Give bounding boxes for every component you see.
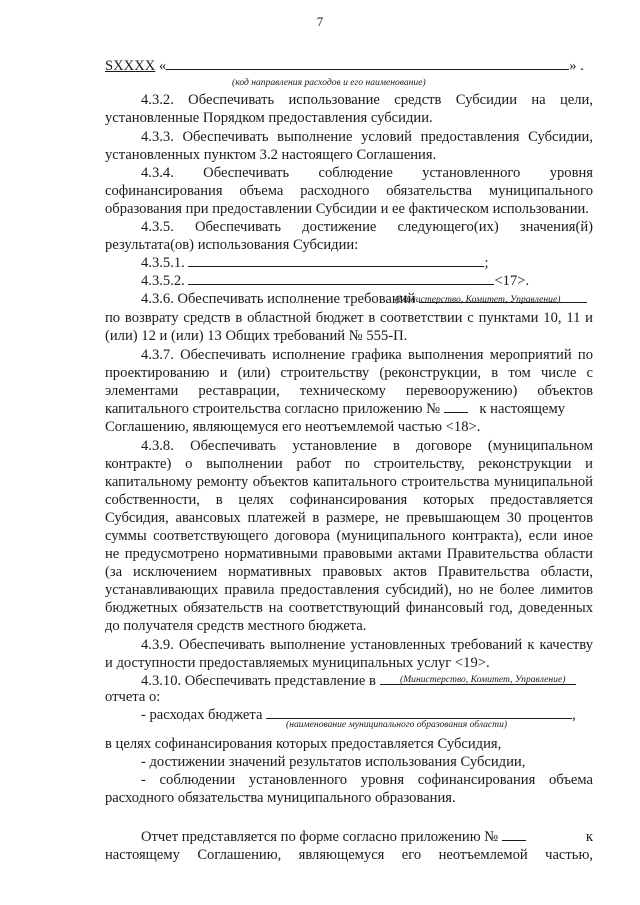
clause-4-3-10: 4.3.10. Обеспечивать представление в (141, 672, 593, 690)
text-line: по возврату средств в областной бюджет в соответствии с пунктами 10, 11 и (105, 310, 593, 326)
result-blank-1 (188, 254, 484, 267)
appendix-number-blank-1 (444, 400, 468, 413)
text-line: не предусмотрено нормативными правовыми актами Правительства области (105, 546, 593, 562)
text-line: расходного обязательства муниципального образования. (105, 790, 456, 806)
clause-4-3-6: 4.3.6. Обеспечивать исполнение требований (141, 290, 593, 308)
text-line: результата(ов) использования Субсидии: (105, 237, 359, 253)
text-line: образования при предоставлении Субсидии и ее фактическом использовании. (105, 201, 589, 217)
clause-4-3-5: 4.3.5. Обеспечивать достижение следующего(их) значения(й) (141, 219, 593, 235)
clause-4-3-8: 4.3.8. Обеспечивать установление в договоре (муниципальном (141, 438, 593, 454)
report-form-line: Отчет представляется по форме согласно приложению № к (141, 829, 593, 845)
report-item: - соблюдении установленного уровня софинансирования объема (141, 772, 593, 788)
text-line: устанавливающих правила предоставления субсидий), но не более лимитов (105, 582, 593, 598)
code-blank-line (166, 57, 569, 70)
result-item-1: 4.3.5.1. ; (141, 255, 489, 271)
budget-expenses-line: - расходах бюджета , (141, 707, 576, 723)
text-line: софинансирования объема расходного обязательства муниципального (105, 183, 593, 199)
text-line: до получателя средств местного бюджета. (105, 618, 367, 634)
page-number: 7 (316, 14, 324, 29)
close-quote: » . (569, 58, 584, 74)
text-line: и доступности предоставляемых муниципальных услуг <19>. (105, 655, 490, 671)
budget-code: SXXXX (105, 58, 156, 74)
code-caption: (код направления расходов и его наименование) (232, 77, 426, 88)
text-line: (или) 12 и (или) 13 Общих требований № 555-П. (105, 328, 408, 344)
text-line: суммы соответствующего договора (муниципального контракта), если иное (105, 528, 593, 544)
appendix-number-blank-2 (502, 828, 526, 841)
text-line: в целях софинансирования которых предоставляется Субсидия, (105, 736, 502, 752)
text-line: настоящему Соглашению, являющемуся его неотъемлемой частью, (105, 847, 593, 863)
text-line: отчета о: (105, 689, 161, 705)
text-line: Субсидия, авансовых платежей в размере, не превышающем 30 процентов (105, 510, 593, 526)
report-item: - достижении значений результатов использования Субсидии, (141, 754, 526, 770)
clause-4-3-7: 4.3.7. Обеспечивать исполнение графика выполнения мероприятий по (141, 347, 593, 363)
result-item-2: 4.3.5.2. <17>. (141, 273, 530, 289)
result-blank-2 (188, 272, 494, 285)
municipality-caption: (наименование муниципального образования области) (286, 719, 508, 730)
text-line: установленных пунктом 3.2 настоящего Соглашения. (105, 147, 437, 163)
text-line: (за исключением нормативных правовых актов Правительства области, (105, 564, 593, 580)
text-line: собственности, в целях софинансирования которых предоставляется (105, 492, 593, 508)
clause-4-3-9: 4.3.9. Обеспечивать выполнение установленных требований к качеству (141, 637, 593, 653)
ministry-caption-1: (Министерство, Комитет, Управление) (395, 294, 561, 305)
appendix-line: капитального строительства согласно приложению № к настоящему (105, 401, 566, 417)
text-line: Соглашению, являющемуся его неотъемлемой частью <18>. (105, 419, 481, 435)
budget-code-line (105, 57, 593, 75)
text-line: капитальному ремонту объектов капитального строительства муниципальной (105, 474, 593, 490)
clause-4-3-4: 4.3.4. Обеспечивать соблюдение установленного уровня (141, 165, 593, 181)
clause-4-3-2: 4.3.2. Обеспечивать использование средств Субсидии на цели, (141, 92, 593, 108)
municipality-blank (266, 706, 572, 719)
text-line: бюджетных обязательств на соответствующий финансовый год, доведенных (105, 600, 593, 616)
text-line: проектированию и (или) строительству (реконструкции, в том числе с (105, 365, 593, 381)
text-line: элементами реставрации, техническому перевооружению) объектов (105, 383, 593, 399)
text-line: установленные Порядком предоставления субсидии. (105, 110, 433, 126)
text-line: контракте) о выполнении работ по строительству, реконструкции и (105, 456, 593, 472)
clause-4-3-3: 4.3.3. Обеспечивать выполнение условий предоставления Субсидии, (141, 129, 593, 145)
open-quote: « (158, 58, 167, 74)
ministry-caption-2: (Министерство, Комитет, Управление) (400, 674, 566, 685)
